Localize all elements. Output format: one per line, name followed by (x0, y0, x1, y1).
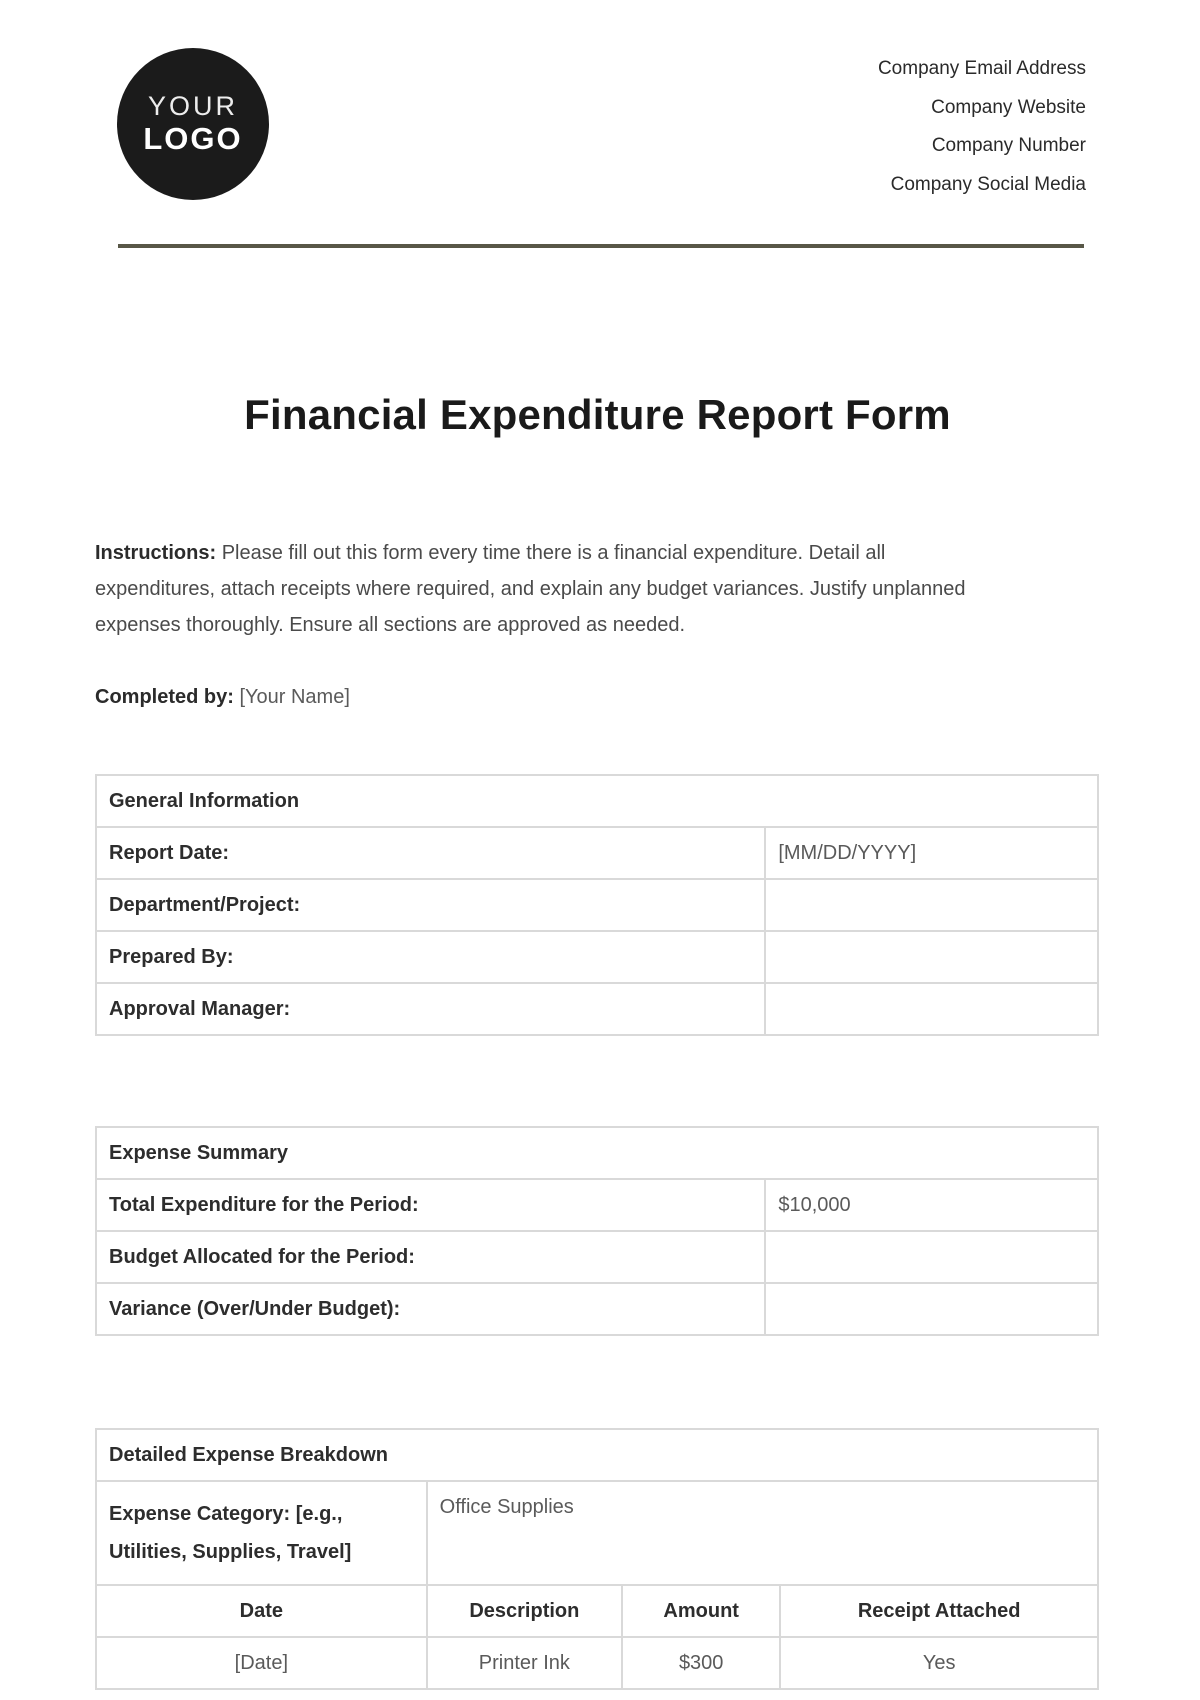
table-row (96, 983, 1098, 1035)
table-row (96, 1429, 1098, 1481)
table-row (96, 1637, 1098, 1689)
table-row (96, 1179, 1098, 1231)
table-row (96, 775, 1098, 827)
general-information-title: General Information (96, 775, 1098, 827)
variance-label: Variance (Over/Under Budget): (96, 1283, 765, 1335)
entry-description-cell[interactable]: Printer Ink (427, 1637, 622, 1689)
department-project-value-cell[interactable] (765, 879, 1098, 931)
table-row (96, 1231, 1098, 1283)
report-date-value-cell[interactable]: [MM/DD/YYYY] (765, 827, 1098, 879)
expense-summary-table (95, 1126, 1099, 1336)
prepared-by-value-cell[interactable] (765, 931, 1098, 983)
detailed-breakdown-title: Detailed Expense Breakdown (96, 1429, 1098, 1481)
total-expenditure-value-cell[interactable]: $10,000 (765, 1179, 1098, 1231)
approval-manager-label: Approval Manager: (96, 983, 765, 1035)
header (95, 0, 1100, 204)
table-row (96, 1283, 1098, 1335)
column-header-description: Description (427, 1585, 622, 1637)
table-row (96, 879, 1098, 931)
table-row (96, 1481, 1098, 1585)
instructions-label: Instructions: (95, 542, 217, 564)
detailed-expense-breakdown-table (95, 1428, 1099, 1690)
entry-receipt-cell[interactable]: Yes (780, 1637, 1098, 1689)
company-number-line: Company Number (931, 135, 1086, 156)
expense-category-label: Expense Category: [e.g., Utilities, Supplies, Travel] (96, 1481, 427, 1585)
prepared-by-label: Prepared By: (96, 931, 765, 983)
company-email-line: Company Email Address (877, 58, 1086, 79)
company-contact-block (878, 48, 1100, 204)
expense-summary-title: Expense Summary (96, 1127, 1098, 1179)
company-website-line: Company Website (931, 96, 1086, 118)
completed-by-label: Completed by: (95, 686, 234, 708)
page-title: Financial Expenditure Report Form (244, 391, 951, 438)
column-header-receipt-attached: Receipt Attached (780, 1585, 1098, 1637)
instructions-text: Please fill out this form every time there is a financial expenditure. Detail all expenditures, attach receipts where required, and explain any budget variances. Justify unplanned expenses thoroughly. Ensure all sections are approved as needed. (95, 542, 966, 636)
completed-by-line (95, 683, 1100, 711)
table-row (96, 1585, 1098, 1637)
company-social-line: Company Social Media (890, 173, 1086, 195)
department-project-label: Department/Project: (96, 879, 765, 931)
general-information-table (95, 774, 1099, 1036)
variance-value-cell[interactable] (765, 1283, 1098, 1335)
logo-your-text: YOUR (147, 91, 238, 121)
completed-by-value: [Your Name] (239, 686, 350, 708)
table-row (96, 827, 1098, 879)
table-row (96, 1127, 1098, 1179)
company-logo (117, 48, 269, 200)
entry-date-cell[interactable]: [Date] (96, 1637, 427, 1689)
logo-logo-text: LOGO (143, 121, 243, 156)
expense-category-value-cell[interactable]: Office Supplies (427, 1481, 1098, 1585)
instructions-paragraph (95, 535, 1007, 643)
approval-manager-value-cell[interactable] (765, 983, 1098, 1035)
page (95, 0, 1100, 1690)
column-header-amount: Amount (622, 1585, 780, 1637)
entry-amount-cell[interactable]: $300 (622, 1637, 780, 1689)
column-header-date: Date (96, 1585, 427, 1637)
total-expenditure-label: Total Expenditure for the Period: (96, 1179, 765, 1231)
table-row (96, 931, 1098, 983)
budget-allocated-value-cell[interactable] (765, 1231, 1098, 1283)
header-divider (118, 244, 1084, 248)
budget-allocated-label: Budget Allocated for the Period: (96, 1231, 765, 1283)
report-date-label: Report Date: (96, 827, 765, 879)
